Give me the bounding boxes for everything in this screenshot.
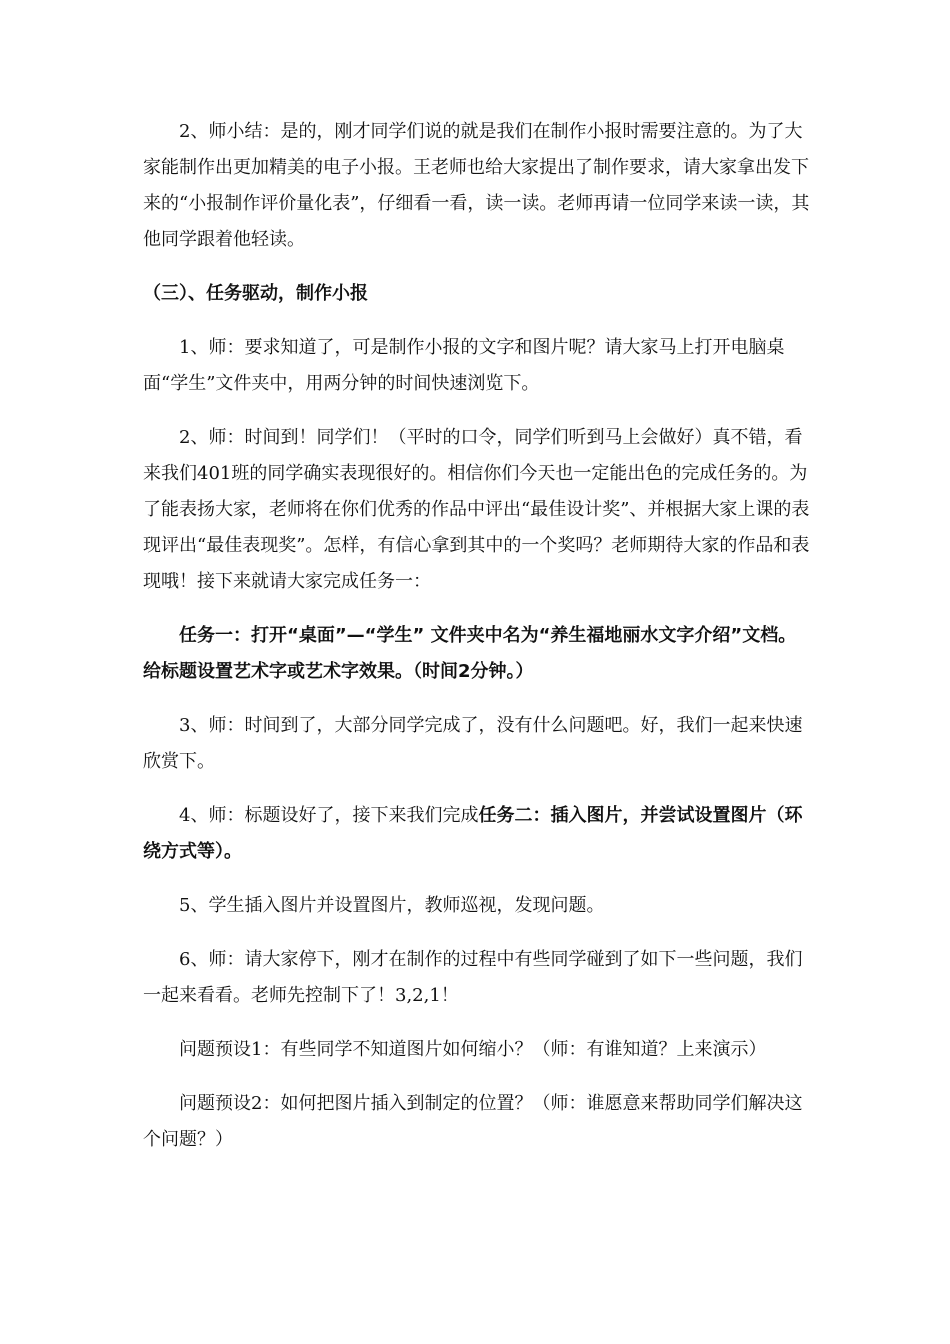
- paragraph-summary: 2、师小结：是的，刚才同学们说的就是我们在制作小报时需要注意的。为了大家能制作出更加精美的电子小报。王老师也给大家提出了制作要求，请大家拿出发下来的“小报制作评价量化表”，仔细看一看，读一读。老师再请一位同学来读一读，其他同学跟着他轻读。: [143, 121, 810, 250]
- paragraph-step-5: 5、学生插入图片并设置图片，教师巡视，发现问题。: [179, 895, 605, 916]
- problem-preset-1: 问题预设1：有些同学不知道图片如何缩小？（师：有谁知道？上来演示）: [179, 1039, 767, 1060]
- paragraph-step-4: [143, 798, 810, 870]
- task-one: 任务一：打开“桌面”—“学生” 文件夹中名为“养生福地丽水文字介绍”文档。 给标题设置艺术字或艺术字效果。（时间2分钟。）: [143, 625, 797, 682]
- paragraph-step-3: 3、师：时间到了，大部分同学完成了，没有什么问题吧。好，我们一起来快速欣赏下。: [143, 715, 803, 772]
- paragraph-step-1: 1、师：要求知道了，可是制作小报的文字和图片呢？请大家马上打开电脑桌面“学生”文件夹中，用两分钟的时间快速浏览下。: [143, 337, 785, 394]
- section-heading: （三）、任务驱动，制作小报: [143, 283, 368, 304]
- problem-preset-2: 问题预设2：如何把图片插入到制定的位置？（师：谁愿意来帮助同学们解决这个问题？）: [143, 1093, 803, 1150]
- paragraph-step-6: 6、师：请大家停下，刚才在制作的过程中有些同学碰到了如下一些问题，我们一起来看看。老师先控制下了！3,2,1！: [143, 949, 803, 1006]
- paragraph-step-2: 2、师：时间到！同学们！（平时的口令，同学们听到马上会做好）真不错，看来我们401班的同学确实表现很好的。相信你们今天也一定能出色的完成任务的。为了能表扬大家，老师将在你们优秀的作品中评出“最佳设计奖”、并根据大家上课的表现评出“最佳表现奖”。怎样，有信心拿到其中的一个奖吗？老师期待大家的作品和表现哦！接下来就请大家完成任务一：: [143, 427, 810, 592]
- step-4-text: 4、师：标题设好了，接下来我们完成: [179, 805, 479, 826]
- task-two: 任务二：插入图片，并尝试设置图片（环绕方式等）。: [143, 805, 803, 862]
